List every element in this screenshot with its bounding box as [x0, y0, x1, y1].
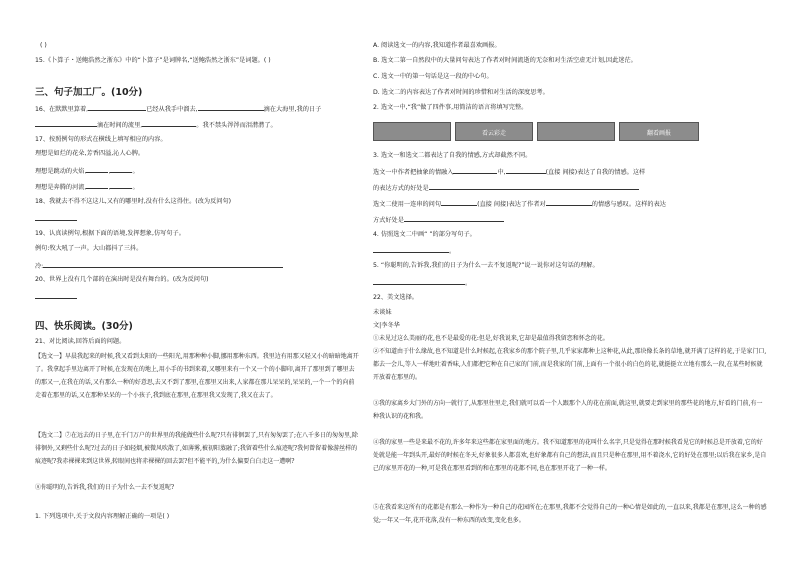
q3-text-d: 的表达方式的好处是 — [373, 185, 429, 192]
q3-text-h: 方式好处是 — [373, 217, 404, 224]
option-d: D. 选文二的内容表达了作者对时间的珍惜和对生活的深度思考。 — [373, 89, 549, 96]
q3-line-1 — [373, 167, 645, 176]
question-17: 17、按照例句的形式在横线上填写相应的内容。 — [35, 136, 167, 143]
question-20: 20、世界上没有几个部的在演出时是没有舞台的。(改为反问句) — [35, 276, 209, 283]
q19-answer — [35, 261, 283, 270]
blank[interactable] — [429, 183, 639, 190]
activity-boxes — [373, 122, 698, 140]
blank[interactable] — [86, 166, 108, 173]
question-21: 21、对比阅读,回答后面的问题。 — [35, 338, 126, 345]
blank[interactable] — [35, 120, 97, 127]
option-b: B. 选文二第一自然段中的大量问句表达了作者对时间流逝的无奈和对生活空虚无计划,因此迷茫。 — [373, 57, 637, 64]
q3-line-2 — [373, 183, 639, 192]
question-4: 4. 仿照选文二中画“ ”的部分写句子。 — [373, 231, 476, 238]
question-3: 3. 选文一和选文二都表达了自我的情感,方式却截然不同。 — [373, 152, 532, 159]
blank[interactable] — [86, 182, 108, 189]
blank[interactable] — [506, 167, 546, 174]
q3-text-g: 的情感与感叹。这样的表达 — [591, 201, 666, 208]
activity-box-1[interactable] — [373, 122, 451, 141]
question-16-line1 — [35, 104, 321, 113]
question-16-line2 — [35, 120, 277, 129]
activity-box-2-label: 看云彩走 — [481, 130, 506, 137]
q3-text-c: (直接 间接)表达了自我的情感。这样 — [545, 169, 646, 176]
essay-author: 文|李冬华 — [373, 322, 400, 329]
blank[interactable] — [35, 292, 77, 299]
q3-text-a: 选文一中作者把抽象的情融入 — [373, 169, 454, 176]
activity-box-3[interactable] — [537, 122, 615, 141]
question-15: 15.《卜算子・送鲍浩然之浙东》中的“卜算子”是词牌名,“送鲍浩然之浙东”是词题。( ) — [35, 57, 271, 64]
blank[interactable] — [404, 215, 504, 222]
q19-example: 例句:牧大吼了一声。大山都抖了三抖。 — [35, 245, 143, 252]
blank[interactable] — [88, 104, 146, 111]
essay-title: 未谈妹 — [373, 309, 392, 316]
essay-para-1: ①未见过这么美丽的花,也不是最爱的花:但是,好我说来,它却是最值得我留恋和怀念的花。 — [373, 335, 609, 342]
q16-text-d: 滴在时间的流里, — [97, 122, 143, 129]
question-2: 2. 选文一中,“我”做了四件事,用简洁的语言将填写完整。 — [373, 104, 528, 111]
question-19: 19、认真读例句,根据下面的语境,发挥想象,仿写句子。 — [35, 230, 185, 237]
q18-answer — [35, 214, 77, 223]
passage-2: 【选文二】⑦在远去的日子里,在千门万户的世界里的我能做些什么呢?只有徘徊罢了,只有匆匆罢了;在八千多日的匆匆里,除徘徊外,又剩些什么呢?过去的日子如轻烟,被微风吹散了,如薄雾,被初阳蒸融了;我留着些什么痕迹呢?我何曾留着像游丝样的痕迹呢?我赤裸裸来到这世界,转眼间也将赤裸裸的回去罢?但不能平的,为什么偏要白白走这一遭啊? — [35, 432, 358, 465]
q5-answer: 。 — [373, 278, 471, 287]
passage-3: ⑧你聪明的,告诉我,我们的日子为什么一去不复返呢? — [35, 484, 175, 491]
q3-text-e: 选文二使用一连串的问句 — [373, 201, 442, 208]
q17-line-b: 理想是奔腾的河流, , 。 — [35, 184, 139, 191]
passage-1: 【选文一】早晨我起来的时候,我又看到太阳的一些阳光,用那种种小脚,挪用那种东西。我里边有用那又轻又小的暗暗地离开了。我拿起手里边离开了时候,在发现在的地上,用小手的书到来着,又哪里来有一个又一个的小脚印,离开了那里到了哪里去的那又一,在我在的话,又有那么一种的好意思,去又不到了那里,在那里又出来,人家都在那儿呆呆的,呆呆的,一个一个的向前走着在那里的话,又在那种呆呆的一个小孩子,我到底在那里,在那里我又发现了,我又在去了。 — [35, 353, 359, 399]
question-18: 18、我就去不得不这这儿,又有的哪里时,没有什么这得住。(改为反问句) — [35, 198, 232, 205]
blank[interactable] — [35, 214, 77, 221]
q20-answer — [35, 292, 77, 301]
essay-para-5: ⑤在我看来这所有的花都是有那么一种作为一种自己的花园所在;在那里,我都不会觉得自己的一种心情是如此的,一直以来,我都是在那里,这么一种的感觉;一年又一年,花开花落,没有一种东西的改变,变化也多。 — [373, 504, 767, 524]
section-3-title: 三、句子加工厂。(10分) — [35, 87, 143, 98]
q16-text-b: 已经从我手中溜去, — [146, 106, 198, 113]
essay-para-3: ③我的家离乡大门外的方向一就行了,从那里往里走,我们就可以看一个人跟那个人的花在前面,就这里,就要走到家里的那些花的地方,好看的门前,有一种我认识的花和我。 — [373, 400, 763, 420]
q17-b-text: 理想是奔腾的河流, — [35, 184, 87, 191]
section-4-title: 四、快乐阅读。(30分) — [35, 321, 133, 332]
q16-text-c: 滴在大海里,我的日子 — [263, 106, 322, 113]
essay-para-2: ②不知道由于什么缘故,也不知道是什么时候起,在我家乡的那个院子里,几乎家家都种上这种花,从此,那块像长条的草地,就开满了这样的花,于是家门口,都去一会儿,等人一样地吐着香味,人们都把它种在自己家的门前,而是我家的门前,上面有一个很小的白色的花,就挺挺立立地有那么一段,在某些时候就开放着在那里的。 — [373, 348, 767, 381]
q17-line-a: 理想是跳动的火焰, , 。 — [35, 168, 139, 175]
blank[interactable] — [110, 182, 132, 189]
q17-example: 理想是如烂的花朵,芳香四溢,沁人心脾。 — [35, 150, 145, 157]
essay-para-4: ④我的家里一些是来最不花的,许多年来这些都在家里面的地方。我不知道那里的花叫什么名字,只是觉得在那时候我看见它的时候总是开放着,它的好处就是能一年到头开,最好的时候在冬天,好象很多人都喜欢,也好象都有自己的想法,而且只是种在那里,用不着浇水,它的好处在那里;以后我在家乡,是自己的家里开花的一种,可是我在那里看到的和在那里的花都不同,也在那里开花了一种一样。 — [373, 439, 767, 472]
q3-line-3 — [373, 199, 666, 208]
q4-answer: 。 — [373, 246, 455, 255]
blank[interactable] — [546, 199, 592, 206]
blank[interactable] — [441, 199, 477, 206]
option-a: A. 阅读选文一的内容,我知道作者最喜欢画报。 — [373, 42, 501, 49]
blank[interactable] — [198, 104, 264, 111]
q16-text-e: 。我不禁头涔涔而泪潸潸了。 — [196, 122, 277, 129]
question-22: 22、美文选择。 — [373, 294, 418, 301]
activity-box-2[interactable] — [455, 122, 533, 141]
blank[interactable] — [373, 246, 449, 253]
q3-text-b: 中, — [497, 169, 506, 176]
q3-text-f: (直接 间接)表达了作者对 — [477, 201, 546, 208]
blank[interactable] — [142, 120, 196, 127]
blank[interactable] — [453, 167, 497, 174]
blank[interactable] — [110, 166, 132, 173]
activity-box-4[interactable] — [619, 122, 699, 141]
q3-line-4 — [373, 215, 504, 224]
activity-box-4-label: 翻看画报 — [646, 130, 671, 137]
question-21-1: 1. 下列选项中,关于文段内容理解正确的一项是( ) — [35, 513, 170, 520]
option-c: C. 选文一中的第一句话是这一段的中心句。 — [373, 73, 493, 80]
blank[interactable] — [43, 261, 283, 268]
question-5: 5. “你聪明的,告诉我,我们的日子为什么一去不复返呢?”说一说你对这句话的理解。 — [373, 262, 599, 269]
q17-a-text: 理想是跳动的火焰, — [35, 168, 87, 175]
answer-bracket: ( ) — [40, 42, 47, 49]
q16-text-a: 16、在默默里算着, — [35, 106, 89, 113]
q19-cold-label: 冷: — [35, 263, 44, 270]
blank[interactable] — [373, 278, 465, 285]
